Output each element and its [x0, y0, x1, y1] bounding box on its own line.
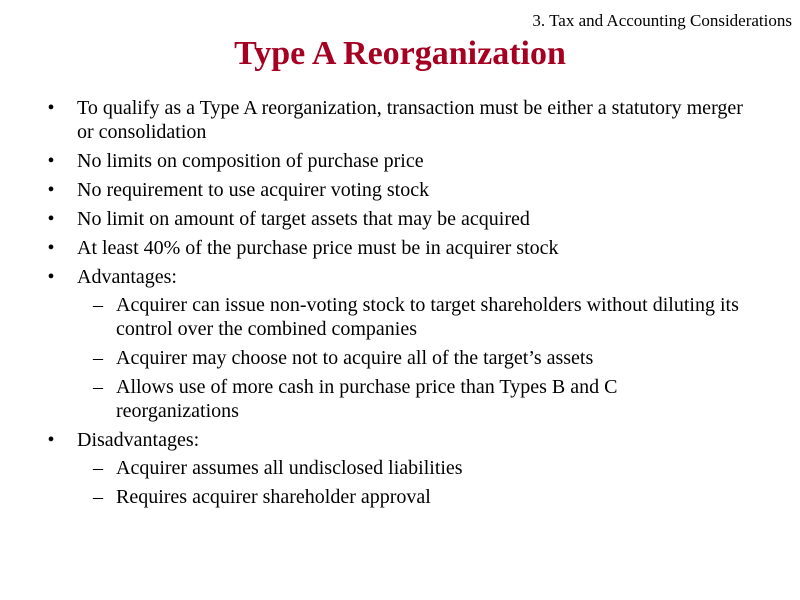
bullet-text: To qualify as a Type A reorganization, transaction must be either a statutory merger or consolidation — [77, 97, 743, 143]
sub-bullet-marker: – — [93, 347, 103, 369]
bullet-text: Advantages: — [77, 266, 177, 288]
sub-bullet-item — [79, 346, 744, 370]
section-label: 3. Tax and Accounting Considerations — [532, 11, 792, 30]
sub-bullet-item — [79, 375, 744, 423]
bullet-item — [44, 207, 744, 231]
bullet-text: No requirement to use acquirer voting stock — [77, 179, 430, 201]
advantages-sub-list — [77, 293, 744, 423]
bullet-item-disadvantages — [44, 428, 744, 509]
disadvantages-sub-list — [77, 456, 744, 509]
sub-bullet-text: Acquirer may choose not to acquire all of the target’s assets — [116, 347, 594, 369]
bullet-marker: • — [47, 150, 55, 172]
bullet-text: No limit on amount of target assets that may be acquired — [77, 208, 530, 230]
sub-bullet-text: Requires acquirer shareholder approval — [116, 486, 431, 508]
slide-title: Type A Reorganization — [234, 35, 566, 72]
sub-bullet-marker: – — [93, 457, 103, 479]
sub-bullet-text: Acquirer can issue non-voting stock to target shareholders without diluting its control over the combined companies — [116, 294, 739, 340]
bullet-item — [44, 236, 744, 260]
sub-bullet-marker: – — [93, 294, 103, 316]
sub-bullet-item — [79, 293, 744, 341]
bullet-item — [44, 178, 744, 202]
sub-bullet-marker: – — [93, 376, 103, 398]
sub-bullet-text: Allows use of more cash in purchase price than Types B and C reorganizations — [116, 376, 618, 422]
bullet-marker: • — [47, 208, 55, 230]
bullet-marker: • — [47, 266, 55, 288]
bullet-text: No limits on composition of purchase price — [77, 150, 424, 172]
sub-bullet-marker: – — [93, 486, 103, 508]
bullet-marker: • — [47, 237, 55, 259]
bullet-item — [44, 96, 744, 144]
sub-bullet-item — [79, 456, 744, 480]
bullet-marker: • — [47, 97, 55, 119]
bullet-text: At least 40% of the purchase price must be in acquirer stock — [77, 237, 559, 259]
sub-bullet-item — [79, 485, 744, 509]
bullet-item — [44, 149, 744, 173]
bullet-marker: • — [47, 179, 55, 201]
sub-bullet-text: Acquirer assumes all undisclosed liabilities — [116, 457, 463, 479]
bullet-text: Disadvantages: — [77, 429, 200, 451]
bullet-marker: • — [47, 429, 55, 451]
bullet-item-advantages — [44, 265, 744, 423]
bullet-list — [44, 96, 744, 514]
